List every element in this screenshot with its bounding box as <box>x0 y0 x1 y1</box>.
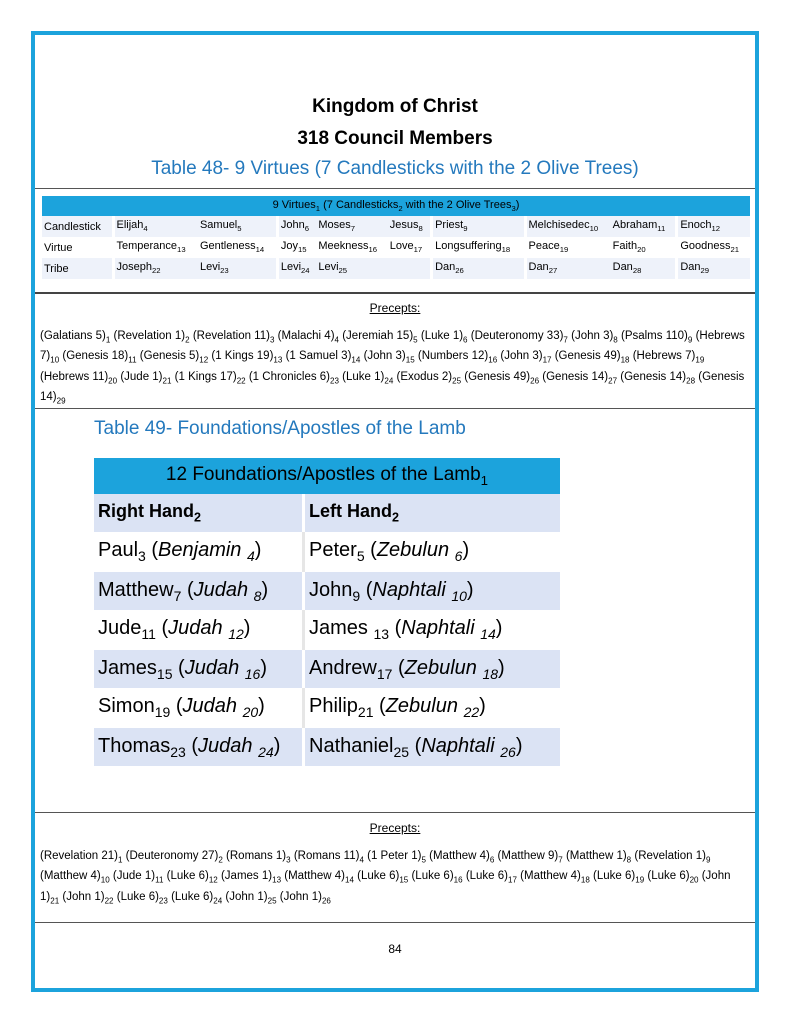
col-left-hand: Left Hand$_2$ <box>304 494 561 532</box>
precept-ref: (John $1)_{22}$ <box>62 890 114 905</box>
divider <box>35 292 755 294</box>
table-cell: Jesus$_8$ <box>388 216 432 237</box>
row-label: Tribe <box>42 258 113 279</box>
divider <box>35 408 755 409</box>
right-hand-cell: James$_{15}$ (Judah $_{16}$) <box>94 649 304 688</box>
divider <box>35 922 755 923</box>
precept-ref: (Galatians $5)_1$ <box>40 330 111 345</box>
left-hand-cell: John$_9$ (Naphtali $_{10}$) <box>304 571 561 610</box>
left-hand-cell: Nathaniel$_{25}$ (Naphtali $_{26}$) <box>304 727 561 766</box>
precept-ref: (Jude $1)_{21}$ <box>120 370 172 385</box>
precept-ref: (Matthew $9)_7$ <box>497 850 563 865</box>
table48-caption: Table 48- 9 Virtues (7 Candlesticks with the 2 Olive Trees) <box>151 158 639 179</box>
precept-ref: (Genesis $49)_{18}$ <box>554 350 630 365</box>
precept-ref: (Jude $1)_{11}$ <box>112 870 164 885</box>
table-cell: Peace$_{19}$ <box>525 237 611 258</box>
table-cell: Levi$_{24}$ <box>277 258 316 279</box>
precept-ref: (Genesis $18)_{11}$ <box>62 350 137 365</box>
page-number: 84 <box>388 942 402 956</box>
precept-ref: (John $1)_{26}$ <box>279 890 331 905</box>
precepts-title: Precepts: <box>369 301 421 315</box>
precept-ref: (Luke $6)_{24}$ <box>171 890 223 905</box>
table-cell: Love$_{17}$ <box>388 237 432 258</box>
table-cell <box>388 258 432 279</box>
doc-title: Kingdom of Christ <box>312 96 478 117</box>
doc-subtitle: 318 Council Members <box>297 128 493 149</box>
precept-ref: (Luke $6)_{20}$ <box>647 870 699 885</box>
table-cell: Dan$_{26}$ <box>432 258 525 279</box>
precept-ref: (Revelation $11)_3$ <box>192 330 275 345</box>
table-row <box>94 571 560 610</box>
right-hand-cell: Jude$_{11}$ (Judah $_{12}$) <box>94 610 304 649</box>
right-hand-cell: Thomas$_{23}$ (Judah $_{24}$) <box>94 727 304 766</box>
table-cell: Melchisedec$_{10}$ <box>525 216 611 237</box>
table-row <box>42 237 750 258</box>
precept-ref: (1 Chronicles $6)_{23}$ <box>248 370 339 385</box>
precept-ref: (Deuteronomy $33)_7$ <box>470 330 568 345</box>
table-cell: John$_6$ <box>277 216 316 237</box>
precept-ref: (Luke $6)_{17}$ <box>465 870 517 885</box>
table-cell: Dan$_{29}$ <box>677 258 750 279</box>
divider <box>35 188 755 189</box>
precept-ref: (Matthew $1)_8$ <box>565 850 632 865</box>
table-cell: Faith$_{20}$ <box>611 237 677 258</box>
precept-ref: (Numbers $12)_{16}$ <box>417 350 498 365</box>
precept-ref: (Revelation $1)_9$ <box>634 850 711 865</box>
table-cell: Enoch$_{12}$ <box>677 216 750 237</box>
precept-ref: (Deuteronomy $27)_2$ <box>125 850 223 865</box>
row-label: Candlestick <box>42 216 113 237</box>
precept-ref: (John $3)_8$ <box>571 330 618 345</box>
table-row <box>94 727 560 766</box>
precept-ref: (Luke $6)_{15}$ <box>357 870 409 885</box>
precept-ref: (Hebrews $7)_{19}$ <box>632 350 705 365</box>
table-cell: Longsuffering$_{18}$ <box>432 237 525 258</box>
divider <box>35 812 755 813</box>
right-hand-cell: Matthew$_7$ (Judah $_8$) <box>94 571 304 610</box>
precept-ref: (Revelation $21)_1$ <box>40 850 123 865</box>
right-hand-cell: Simon$_{19}$ (Judah $_{20}$) <box>94 688 304 727</box>
table-cell: Goodness$_{21}$ <box>677 237 750 258</box>
precept-ref: (John $3)_{15}$ <box>363 350 415 365</box>
table-cell: Meekness$_{16}$ <box>316 237 387 258</box>
apostles-table <box>94 458 560 766</box>
precept-ref: (Genesis $14)_{27}$ <box>542 370 618 385</box>
table-cell: Abraham$_{11}$ <box>611 216 677 237</box>
table-cell: Dan$_{27}$ <box>525 258 611 279</box>
precept-ref: (John $3)_{17}$ <box>500 350 552 365</box>
row-label: Virtue <box>42 237 113 258</box>
right-hand-cell: Paul$_3$ (Benjamin $_4$) <box>94 532 304 571</box>
table-cell: Dan$_{28}$ <box>611 258 677 279</box>
table-row <box>94 610 560 649</box>
precept-ref: (Romans $11)_4$ <box>293 850 364 865</box>
precepts-list <box>40 848 752 909</box>
table-cell: Priest$_9$ <box>432 216 525 237</box>
precept-ref: (Luke $6)_{23}$ <box>116 890 168 905</box>
precept-ref: (Jeremiah $15)_5$ <box>342 330 418 345</box>
precept-ref: (Romans $1)_3$ <box>226 850 291 865</box>
precept-ref: (James $1)_{13}$ <box>220 870 282 885</box>
table-row <box>94 649 560 688</box>
table-row <box>94 532 560 571</box>
table-cell: Moses$_7$ <box>316 216 387 237</box>
precept-ref: (Matthew $4)_{18}$ <box>520 870 590 885</box>
precept-ref: (Luke $1)_{24}$ <box>342 370 394 385</box>
virtues-table-title: 9 Virtues$_1$ (7 Candlesticks$_2$ with the 2 Olive Trees$_3$) <box>42 196 750 216</box>
precept-ref: (Luke $6)_{19}$ <box>593 870 645 885</box>
precept-ref: (Luke $6)_{16}$ <box>411 870 463 885</box>
precept-ref: (Matthew $4)_{14}$ <box>284 870 354 885</box>
table49-caption: Table 49- Foundations/Apostles of the Lamb <box>94 418 466 439</box>
precept-ref: (1 Kings $19)_{13}$ <box>211 350 283 365</box>
table-row <box>42 258 750 279</box>
table-row <box>42 216 750 237</box>
precept-ref: (1 Kings $17)_{22}$ <box>174 370 246 385</box>
precept-ref: (Genesis $49)_{26}$ <box>464 370 540 385</box>
precept-ref: (1 Peter $1)_5$ <box>367 850 426 865</box>
precept-ref: (Matthew $4)_6$ <box>429 850 495 865</box>
table-cell: Joseph$_{22}$ <box>113 258 198 279</box>
precept-ref: (Luke $1)_6$ <box>420 330 468 345</box>
precept-ref: (Matthew $4)_{10}$ <box>40 870 110 885</box>
apostles-table-title: 12 Foundations/Apostles of the Lamb$_1$ <box>94 458 560 494</box>
precept-ref: (Genesis $14)_{28}$ <box>620 370 696 385</box>
virtues-table <box>42 196 750 279</box>
table-cell: Joy$_{15}$ <box>277 237 316 258</box>
table-cell: Gentleness$_{14}$ <box>198 237 277 258</box>
precept-ref: (Psalms $110)_9$ <box>620 330 693 345</box>
table-cell: Elijah$_4$ <box>113 216 198 237</box>
precept-ref: (Malachi $4)_4$ <box>277 330 340 345</box>
table-cell: Temperance$_{13}$ <box>113 237 198 258</box>
precept-ref: (Hebrews $7)_{10}$ <box>40 330 745 365</box>
precepts-title: Precepts: <box>369 821 421 835</box>
left-hand-cell: Andrew$_{17}$ (Zebulun $_{18}$) <box>304 649 561 688</box>
precept-ref: (John $1)_{25}$ <box>225 890 277 905</box>
precept-ref: (Hebrews $11)_{20}$ <box>40 370 118 385</box>
col-right-hand: Right Hand$_2$ <box>94 494 304 532</box>
left-hand-cell: Philip$_{21}$ (Zebulun $_{22}$) <box>304 688 561 727</box>
table-cell: Samuel$_5$ <box>198 216 277 237</box>
precept-ref: (1 Samuel $3)_{14}$ <box>285 350 361 365</box>
left-hand-cell: Peter$_5$ (Zebulun $_6$) <box>304 532 561 571</box>
precept-ref: (Genesis $5)_{12}$ <box>139 350 209 365</box>
precept-ref: (Luke $6)_{12}$ <box>166 870 218 885</box>
table-cell: Levi$_{23}$ <box>198 258 277 279</box>
precept-ref: (Genesis $14)_{29}$ <box>40 370 745 406</box>
table-cell: Levi$_{25}$ <box>316 258 387 279</box>
precepts-list <box>40 328 752 409</box>
precept-ref: (Exodus $2)_{25}$ <box>396 370 462 385</box>
precept-ref: (Revelation $1)_2$ <box>113 330 190 345</box>
left-hand-cell: James $_{13}$ (Naphtali $_{14}$) <box>304 610 561 649</box>
table-row <box>94 688 560 727</box>
precept-ref: (John $1)_{21}$ <box>40 870 731 905</box>
